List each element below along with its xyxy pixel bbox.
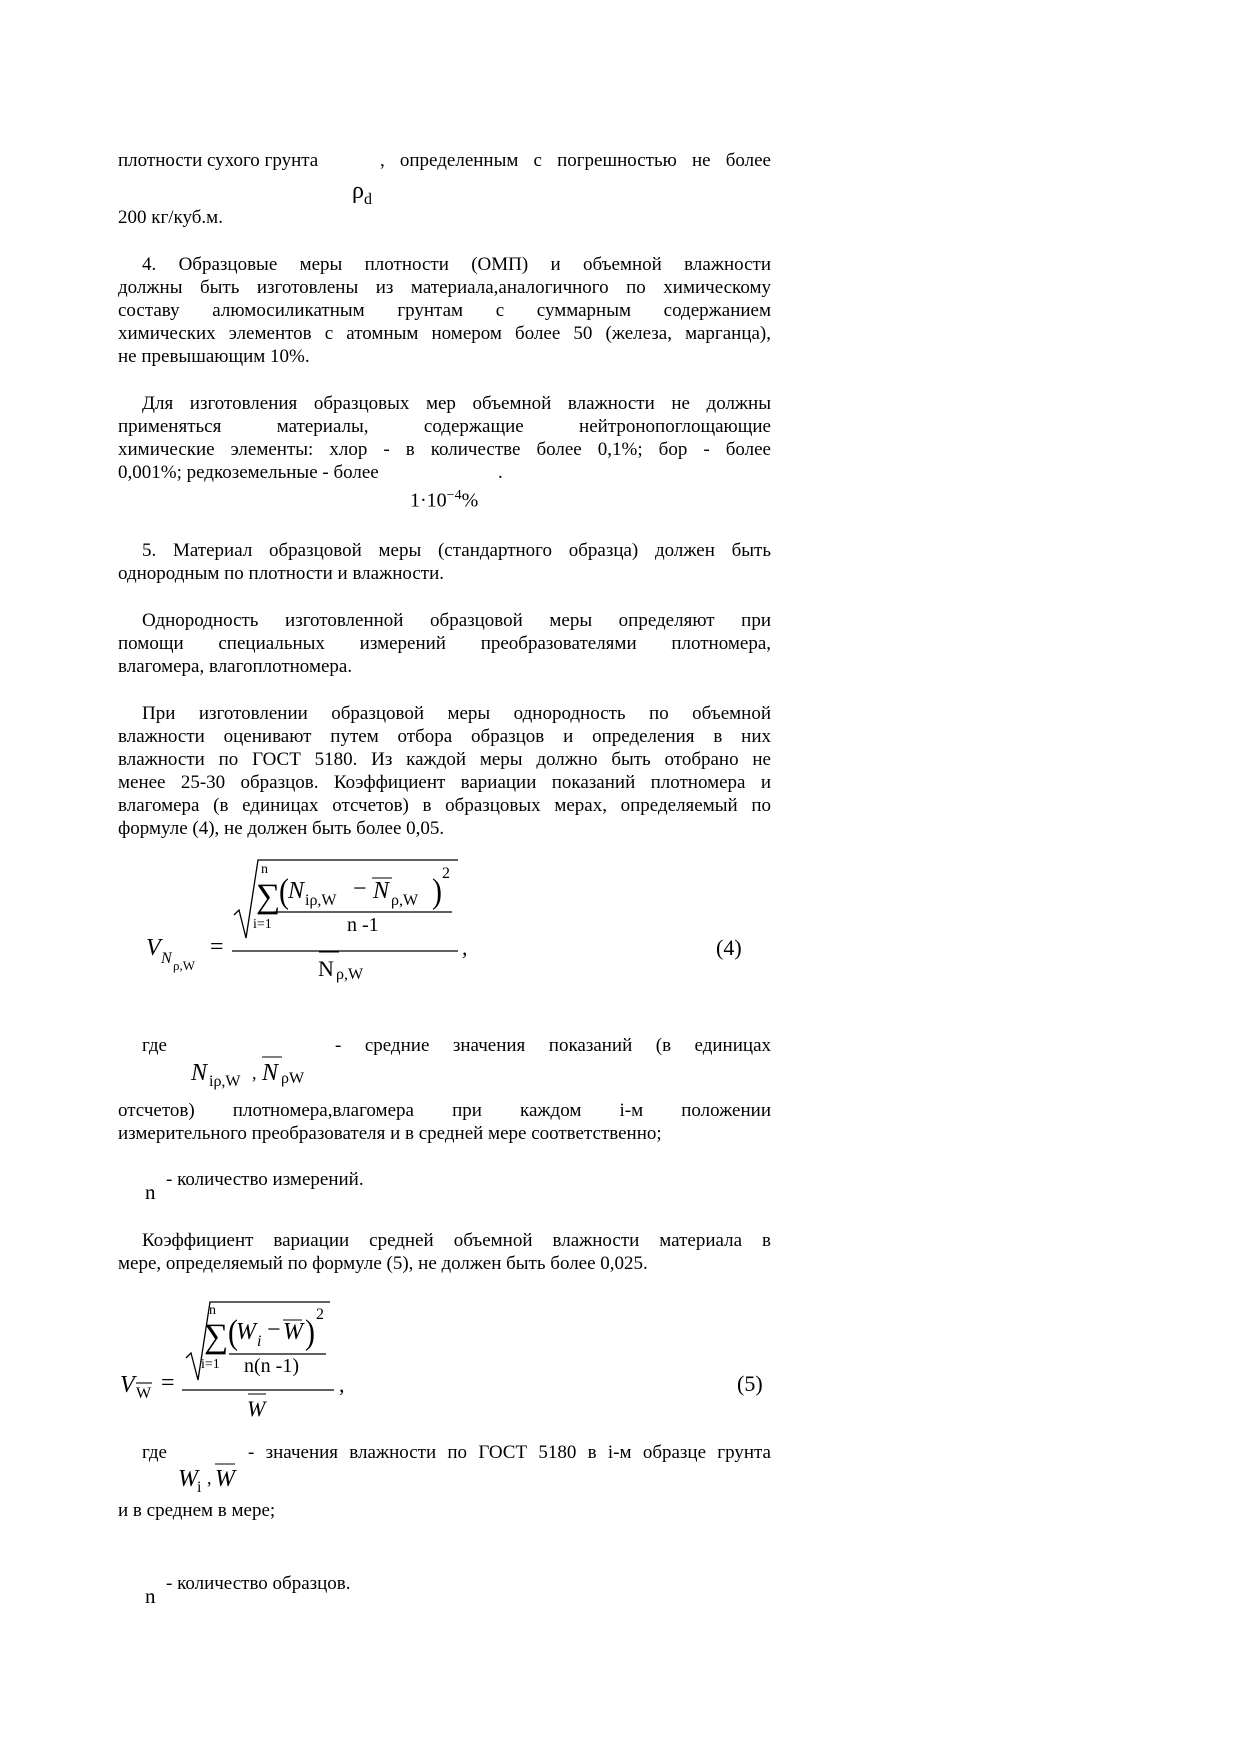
paren-close: ) — [305, 1313, 315, 1352]
text-line: Коэффициент вариации средней объемной влажности материала в — [142, 1230, 771, 1251]
text-line: - количество образцов. — [166, 1573, 351, 1594]
text-line: . — [498, 462, 503, 483]
text-line: 200 кг/куб.м. — [118, 207, 223, 228]
text-line: 0,001%; редкоземельные - более — [118, 462, 379, 483]
text-line: не превышающим 10%. — [118, 346, 310, 367]
text-line: однородным по плотности и влажности. — [118, 563, 445, 584]
equation-number: (5) — [737, 1371, 763, 1396]
text-line: и в среднем в мере; — [118, 1500, 276, 1521]
text-line: помощи специальных измерений преобразователями плотномера, — [118, 633, 771, 654]
text-line: влажности по ГОСТ 5180. Из каждой меры должно быть отобрано не — [118, 749, 771, 770]
text-line: отсчетов) плотномера,влагомера при каждом i-м положении — [118, 1100, 771, 1121]
paren-open: ( — [228, 1313, 238, 1352]
text-line: , определенным с погрешностью не более — [380, 150, 771, 171]
paren-open: ( — [279, 872, 289, 911]
text-line: применяться материалы, содержащие нейтронопоглощающие — [118, 416, 771, 437]
text-line: где — [142, 1035, 167, 1056]
text-line: должны быть изготовлены из материала,аналогичного по химическому — [118, 277, 771, 298]
formula-concentration: $1\cdot 10^{-4}\%$ — [410, 488, 479, 512]
text-line: менее 25-30 образцов. Коэффициент вариации показаний плотномера и — [118, 772, 771, 793]
text-line: измерительного преобразователя и в средней мере соответственно; — [118, 1123, 662, 1144]
text-line: - средние значения показаний (в единицах — [335, 1035, 771, 1056]
text-line: Для изготовления образцовых мер объемной влажности не должны — [142, 393, 771, 414]
text-line: составу алюмосиликатным грунтам с суммарным содержанием — [118, 300, 771, 321]
text-line: Однородность изготовленной образцовой меры определяют при — [142, 610, 771, 631]
formula-rho-d: $\rho_d$ — [352, 178, 372, 208]
text-line: влагомера (в единицах отсчетов) в образцовых мерах, определяемый по — [118, 795, 771, 816]
text-line: влагомера, влагоплотномера. — [118, 656, 353, 677]
document-page: плотности сухого грунта , определенным с погрешностью не более $\rho_d$ 200 кг/куб.м. 4. Образцовые меры плотности (ОМП) и объемной влажности должны быть изготовлены из материала,аналогичного по химическому составу алюмосиликатным грунтам с суммарным содержанием химических элементов с атомным номером более 50 (железа, марганца), не превышающим 10%. Для изготовления образцовых мер объемной влажности не должны применяться материалы, содержащие нейтронопоглощающие химические элементы: хлор - в количестве более 0,1%; бор - более 0,001%; редкоземельные - более . $1\cdot 10^{-4}\%$ 5. Материал образцовой меры (стандартного образца) должен быть однородным по плотности и влажности. Однородность изготовленной образцовой меры определяют при помощи специальных измерений преобразователями плотномера, влагомера, влагоплотномера. При изготовлении образцовой меры однородность по объемной влажности оценивают путем отбора образцов и определения в них влажности по ГОСТ 5180. Из каждой меры должно быть отобрано не менее 25-30 образцов. Коэффициент вариации показаний плотномера и влагомера (в единицах отсчетов) в образцовых мерах, определяемый по формуле (4), не должен быть более 0,05. V N ρ,W = ∑ n i=1 ( N iρ,W − N ρ,W ) 2 n -1 N ρ,W , (4) где - средние значения показаний (в единицах N iρ,W , N ρW отсчетов) плотномера,влагомера при каждом i-м положении измерительного преобразователя и в средней мере соответственно; n - количество измерений. Коэффициент вариации средней объемной влажности материала в мере, определяемый по формуле (5), не должен быть более 0,025. V W = ∑ n i=1 ( W i − W ) 2 n(n -1) W , (5) где - значения влажности по ГОСТ 5180 в i-м образце грунта W i , W и в среднем в мере; n - количество образцов. — [0, 0, 1240, 1755]
text-line: - количество измерений. — [166, 1169, 364, 1190]
equation-number: (4) — [716, 935, 742, 960]
text-line: где — [142, 1442, 167, 1463]
text-line: плотности сухого грунта — [118, 150, 319, 171]
symbol-n: n — [145, 1180, 156, 1204]
text-line: влажности оценивают путем отбора образцов и определения в них — [118, 726, 771, 747]
text-line: химические элементы: хлор - в количестве более 0,1%; бор - более — [118, 439, 771, 460]
text-line: химических элементов с атомным номером более 50 (железа, марганца), — [118, 323, 771, 344]
paren-close: ) — [432, 872, 442, 911]
text-line: - значения влажности по ГОСТ 5180 в i-м образце грунта — [248, 1442, 771, 1463]
text-line: При изготовлении образцовой меры однородность по объемной — [142, 703, 771, 724]
symbol-n: n — [145, 1584, 156, 1608]
text-line: 4. Образцовые меры плотности (ОМП) и объемной влажности — [142, 254, 771, 275]
text-line: формуле (4), не должен быть более 0,05. — [118, 818, 445, 839]
text-line: мере, определяемый по формуле (5), не должен быть более 0,025. — [118, 1253, 648, 1274]
text-line: 5. Материал образцовой меры (стандартного образца) должен быть — [142, 540, 771, 561]
